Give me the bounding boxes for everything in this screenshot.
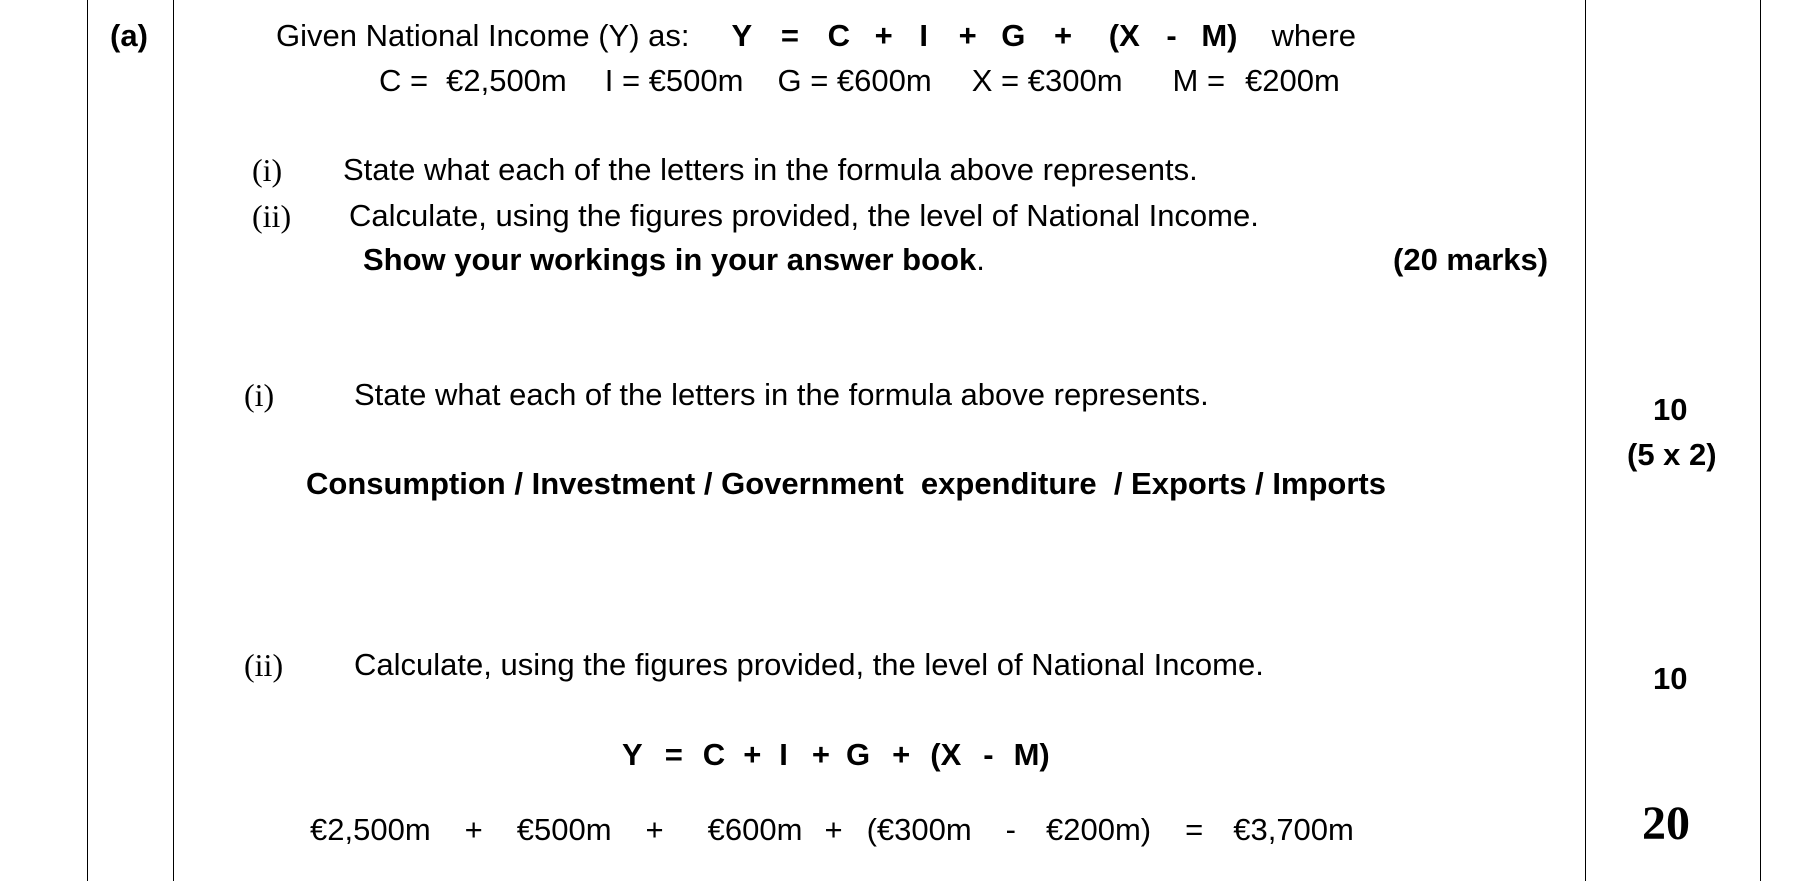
question-marks: (20 marks) xyxy=(1393,242,1549,277)
answer-formula: Y = C + I + G + (X - M) xyxy=(622,737,1050,772)
answer-part-ii-text: Calculate, using the figures provided, the level of National Income. xyxy=(354,647,1264,682)
table-border-right xyxy=(1760,0,1761,881)
question-part-i-num: (i) xyxy=(252,152,283,188)
question-intro: Given National Income (Y) as: xyxy=(276,18,690,53)
table-border-left xyxy=(87,0,88,881)
question-instruction: Show your workings in your answer book . xyxy=(363,242,985,277)
section-label: (a) xyxy=(110,18,148,53)
question-part-ii-num: (ii) xyxy=(252,198,292,234)
question-values: C = €2,500m I = €500m G = €600m X = €300m M = €200m xyxy=(379,63,1340,98)
answer-working: €2,500m + €500m + €600m + (€300m - €200m) = €3,700m xyxy=(310,812,1354,847)
table-border-label xyxy=(173,0,174,881)
question-part-i-text: State what each of the letters in the formula above represents. xyxy=(343,152,1198,187)
answer-part-ii-marks: 10 xyxy=(1653,661,1688,696)
question-intro-line xyxy=(276,18,1356,54)
total-marks: 20 xyxy=(1642,797,1690,850)
answer-part-ii-num: (ii) xyxy=(244,647,284,683)
table-border-marks xyxy=(1585,0,1586,881)
answer-part-i-text: State what each of the letters in the formula above represents. xyxy=(354,377,1209,412)
answer-part-i-answer: Consumption / Investment / Government expenditure / Exports / Imports xyxy=(306,466,1386,501)
question-where: where xyxy=(1271,18,1356,53)
answer-part-i-num: (i) xyxy=(244,377,275,413)
question-formula: Y = C + I + G + (X - M) xyxy=(731,18,1238,53)
answer-part-i-marks: 10 xyxy=(1653,392,1688,427)
answer-part-i-marks-breakdown: (5 x 2) xyxy=(1627,437,1717,472)
question-part-ii-text: Calculate, using the figures provided, the level of National Income. xyxy=(349,198,1259,233)
